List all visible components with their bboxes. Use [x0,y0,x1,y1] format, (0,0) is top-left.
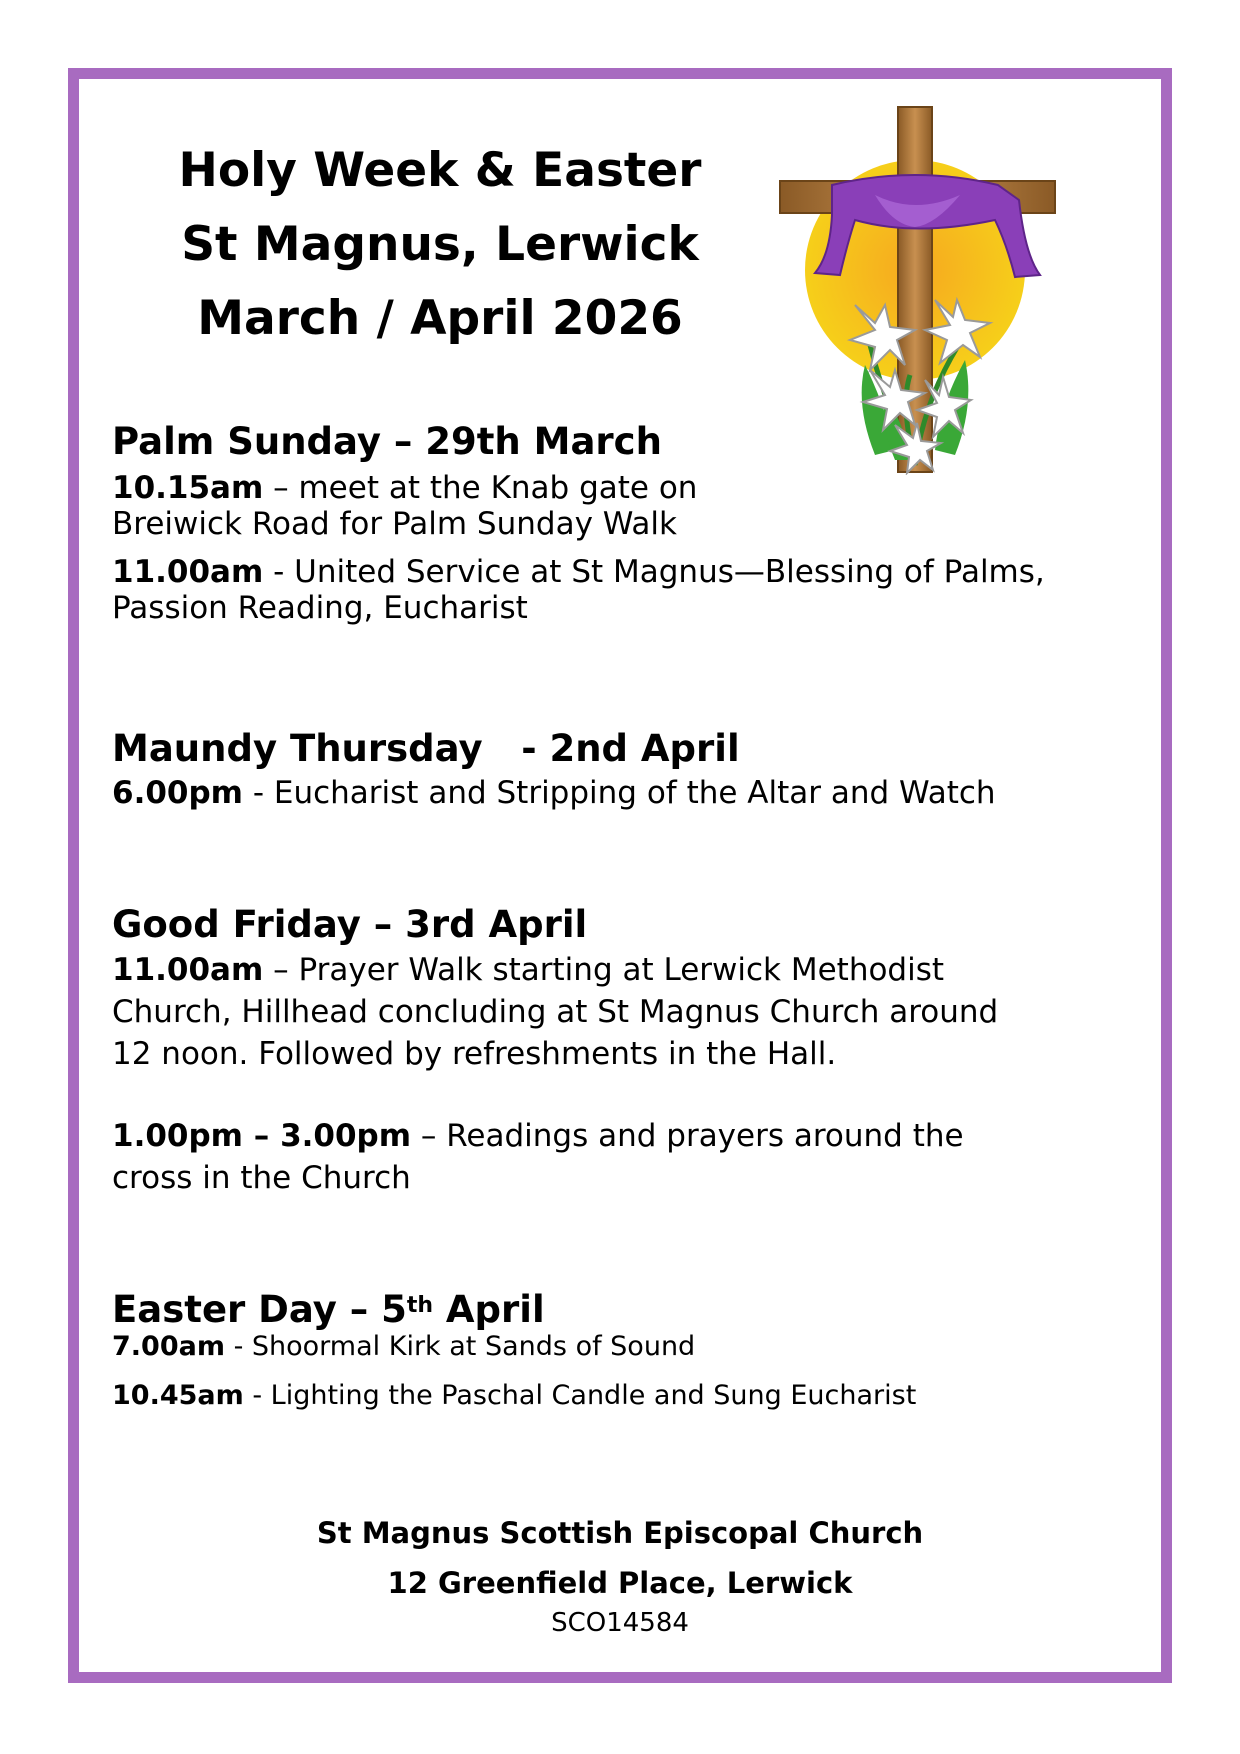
heading-text: April [433,1288,545,1331]
event-text: Church, Hillhead concluding at St Magnus Church around [112,994,999,1030]
heading-text: Easter Day – 5 [112,1288,407,1331]
event-time: 11.00am [112,554,264,590]
church-name: St Magnus Scottish Episcopal Church [316,1516,924,1550]
page-title [130,134,750,356]
palm-sunday-event-2 [112,554,1152,626]
event-text: 12 noon. Followed by refreshments in the Hall. [112,1036,837,1072]
event-text: - Eucharist and Stripping of the Altar and Watch [242,775,996,811]
maundy-thursday-event-1 [112,775,1152,811]
easter-day-section [112,1288,1152,1413]
event-text: – Prayer Walk starting at Lerwick Methodist [263,952,945,988]
title-line-1: Holy Week & Easter [178,143,702,198]
event-text: cross in the Church [112,1160,411,1196]
maundy-thursday-heading: Maundy Thursday - 2nd April [112,727,740,770]
good-friday-heading: Good Friday – 3rd April [112,903,588,946]
event-text: - Shoormal Kirk at Sands of Sound [224,1331,696,1362]
palm-sunday-section [112,420,1152,626]
palm-sunday-event-1 [112,470,1152,542]
event-time: 10.15am [112,470,264,506]
maundy-thursday-section [112,727,1152,811]
event-time: 10.45am [112,1380,244,1411]
event-text: Breiwick Road for Palm Sunday Walk [112,506,677,542]
event-time: 11.00am [112,952,264,988]
easter-day-heading [112,1288,1152,1332]
good-friday-event-2 [112,1115,1152,1199]
good-friday-section [112,903,1152,1199]
title-line-2: St Magnus, Lerwick [181,217,699,272]
heading-superscript: th [406,1293,434,1318]
event-text: - Lighting the Paschal Candle and Sung Eucharist [243,1380,917,1411]
event-time: 1.00pm – 3.00pm [112,1118,412,1154]
footer [0,1508,1240,1638]
easter-day-event-2 [112,1379,1152,1413]
charity-number: SCO14584 [551,1608,689,1638]
event-time: 7.00am [112,1331,225,1362]
good-friday-event-1 [112,949,1152,1075]
easter-day-event-1 [112,1330,1152,1364]
event-text: – meet at the Knab gate on [263,470,698,506]
event-text: – Readings and prayers around the [411,1118,964,1154]
church-address: 12 Greenfield Place, Lerwick [387,1566,853,1600]
event-time: 6.00pm [112,775,243,811]
event-text: - United Service at St Magnus—Blessing of Palms, [263,554,1045,590]
title-line-3: March / April 2026 [197,291,683,346]
palm-sunday-heading: Palm Sunday – 29th March [112,420,662,463]
event-text: Passion Reading, Eucharist [112,590,528,626]
